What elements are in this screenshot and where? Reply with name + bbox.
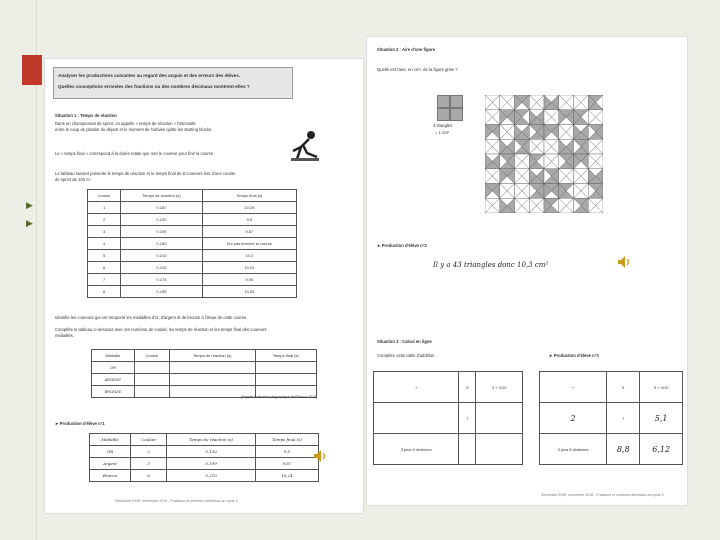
- table-cell: 0,199: [167, 458, 256, 470]
- table-cell: OR: [92, 362, 135, 374]
- table-cell: 0,130: [167, 446, 256, 458]
- situation1-text: entre le coup de pistolet du départ et le moment de l'arrivée quitte les starting blocks.: [55, 127, 213, 132]
- table-cell: 0,130: [121, 214, 203, 226]
- table-cell: [374, 403, 459, 434]
- situation3-instruction: Complète cette table d'addition :: [377, 353, 437, 358]
- table-cell: 5: [607, 372, 640, 403]
- arrow-icon: ▶: [26, 200, 33, 210]
- table-cell: 0,195: [121, 286, 203, 298]
- addition-table-student: [539, 371, 683, 465]
- table-cell: 3 + 4/10: [640, 372, 683, 403]
- table-cell: [459, 434, 476, 465]
- column-header: Temps de réaction (s): [121, 190, 203, 202]
- table-cell: 0,174: [121, 274, 203, 286]
- table-row: [540, 434, 683, 465]
- table-cell: 9,87: [202, 226, 296, 238]
- table-intro: Le tableau suivant présente le temps de réaction et le temps final de 8 coureurs lors d'une course: [55, 171, 236, 176]
- situation3-title: Situation 3 : Calcul en ligne: [377, 339, 432, 344]
- speaker-icon[interactable]: [617, 255, 631, 269]
- table-cell: 9,5: [255, 446, 318, 458]
- table-row: [90, 458, 319, 470]
- page-footer: Séminaire EMR, novembre 2016 - Fractions et nombres décimaux au cycle 3: [541, 493, 664, 497]
- student-answer: Il y a 43 triangles donc 10,3 cm²: [433, 261, 549, 269]
- production-label: ➤ Production d'élève n°2: [377, 243, 427, 248]
- question-text: Complète le tableau ci-dessous avec les numéros de couloir, les temps de réaction et les temps final des coureurs: [55, 327, 267, 332]
- table-cell: ARGENT: [92, 374, 135, 386]
- table-row: [88, 286, 297, 298]
- table-header-row: [88, 190, 297, 202]
- table-cell: 2: [540, 403, 607, 434]
- table-cell: 0,180: [121, 238, 203, 250]
- table-row: [88, 238, 297, 250]
- production-label: ➤ Production d'élève n°3: [549, 353, 599, 358]
- table-cell: 9,87: [255, 458, 318, 470]
- production-label: ➤ Production d'élève n°1: [55, 421, 105, 426]
- table-cell: 9,5: [202, 214, 296, 226]
- race-table: [87, 189, 297, 298]
- table-row: [374, 372, 523, 403]
- table-cell: 4: [88, 238, 121, 250]
- table-cell: 5: [88, 250, 121, 262]
- table-cell: 6: [131, 470, 167, 482]
- table-cell: Temps final (s): [255, 434, 318, 446]
- table-cell: 0,199: [121, 226, 203, 238]
- table-cell: 3: [88, 226, 121, 238]
- table-cell: 2: [88, 214, 121, 226]
- left-document-page: [44, 58, 364, 514]
- table-cell: N'a pas terminé la course: [202, 238, 296, 250]
- table-row: [88, 226, 297, 238]
- column-header: Temps de réaction (s): [169, 350, 255, 362]
- table-row: [374, 434, 523, 465]
- table-cell: 0,187: [121, 202, 203, 214]
- table-row: [90, 446, 319, 458]
- production-label-text: Production d'élève n°2: [381, 243, 427, 248]
- table-cell: 3 plus 8 dixièmes: [540, 434, 607, 465]
- arrow-icon: ▶: [26, 218, 33, 228]
- instructions-box: [53, 67, 293, 99]
- table-cell: 8,8: [607, 434, 640, 465]
- table-cell: OR: [90, 446, 131, 458]
- production-label-text: Production d'élève n°3: [553, 353, 599, 358]
- source-note: (d'après évaluation diagnostique 6e/Éduscol 2016): [241, 395, 318, 399]
- table-cell: Médaille: [90, 434, 131, 446]
- table-cell: 10,29: [202, 202, 296, 214]
- column-header: Couloir: [134, 350, 169, 362]
- column-header: Temps final (s): [255, 350, 316, 362]
- unit-cell: [450, 95, 463, 108]
- speaker-icon[interactable]: [313, 449, 327, 463]
- table-cell: +: [540, 372, 607, 403]
- production-label-text: Production d'élève n°1: [59, 421, 105, 426]
- table-cell: 7: [88, 274, 121, 286]
- instructions-line: Quelles conceptions erronées des fractions ou des nombres décimaux montrent-elles ?: [58, 84, 250, 89]
- table-cell: 2: [131, 446, 167, 458]
- unit-cell: [437, 95, 450, 108]
- table-cell: 9,95: [202, 274, 296, 286]
- student-production-table: [89, 433, 319, 482]
- addition-table-blank: [373, 371, 523, 465]
- table-row: [88, 262, 297, 274]
- table-row: [540, 403, 683, 434]
- table-cell: 7: [607, 403, 640, 434]
- situation1-title: Situation 1 : Temps de réaction: [55, 113, 117, 118]
- unit-square-label: 4 triangles: [433, 123, 453, 128]
- gray-area-figure: [485, 95, 603, 213]
- situation1-text: Dans un championnat de sprint, on appelle « temps de réaction » l'intervalle: [55, 121, 196, 126]
- table-cell: 3 plus 8 dixièmes: [374, 434, 459, 465]
- table-cell: 0,210: [121, 262, 203, 274]
- column-header: Médaille: [92, 350, 135, 362]
- table-cell: BRONZE: [92, 386, 135, 398]
- table-cell: Argent: [90, 458, 131, 470]
- table-cell: +: [374, 372, 459, 403]
- situation2-title: Situation 2 : Aire d'une figure: [377, 47, 436, 52]
- table-cell: [476, 434, 523, 465]
- table-row: [88, 274, 297, 286]
- table-cell: [476, 403, 523, 434]
- unit-square-figure: [437, 95, 463, 121]
- table-cell: 10,24: [255, 470, 318, 482]
- table-row: [92, 374, 317, 386]
- column-header: Couloir: [88, 190, 121, 202]
- column-header: Temps final (s): [202, 190, 296, 202]
- question-text: médaillés.: [55, 333, 74, 338]
- table-cell: Bronze: [90, 470, 131, 482]
- table-cell: 10,53: [202, 286, 296, 298]
- situation2-question: Quelle est l'aire, en cm², de la figure grise ?: [377, 67, 458, 72]
- table-header-row: [92, 350, 317, 362]
- table-row: [540, 372, 683, 403]
- table-row: [90, 434, 319, 446]
- table-intro: de sprint de 100 m :: [55, 177, 93, 182]
- unit-cell: [437, 108, 450, 121]
- page-footer: Séminaire EMR, novembre 2016 - Fractions et nombres décimaux au cycle 3: [115, 499, 238, 503]
- instructions-line: Analyser les productions suivantes au regard des acquis et des erreurs des élèves.: [58, 73, 241, 78]
- sprinter-image: [289, 129, 321, 163]
- table-cell: 8: [88, 286, 121, 298]
- table-cell: 7: [459, 403, 476, 434]
- unit-square-label: = 1 cm²: [435, 130, 450, 135]
- table-cell: 3: [131, 458, 167, 470]
- table-cell: Temps de réaction (s): [167, 434, 256, 446]
- table-cell: 6,12: [640, 434, 683, 465]
- table-cell: Couloir: [131, 434, 167, 446]
- table-cell: 5: [459, 372, 476, 403]
- table-row: [88, 214, 297, 226]
- question-text: Identifie les coureurs qui ont remporté les médailles d'or, d'argent et de bronze à l'issue de cette course.: [55, 315, 248, 320]
- table-cell: 10,24: [202, 262, 296, 274]
- table-cell: 0,210: [167, 470, 256, 482]
- right-document-page: [366, 36, 688, 506]
- table-row: [88, 250, 297, 262]
- unit-cell: [450, 108, 463, 121]
- situation1-text: Le « temps final » correspond à la durée totale que met le coureur pour finir la course.: [55, 151, 215, 156]
- accent-bar: [22, 55, 42, 85]
- table-cell: 5,1: [640, 403, 683, 434]
- table-cell: 10,2: [202, 250, 296, 262]
- table-row: [88, 202, 297, 214]
- table-cell: 1: [88, 202, 121, 214]
- table-cell: 6: [88, 262, 121, 274]
- medal-table: [91, 349, 317, 398]
- table-cell: 3 + 4/10: [476, 372, 523, 403]
- table-row: [92, 362, 317, 374]
- table-cell: 0,210: [121, 250, 203, 262]
- table-row: [374, 403, 523, 434]
- table-row: [90, 470, 319, 482]
